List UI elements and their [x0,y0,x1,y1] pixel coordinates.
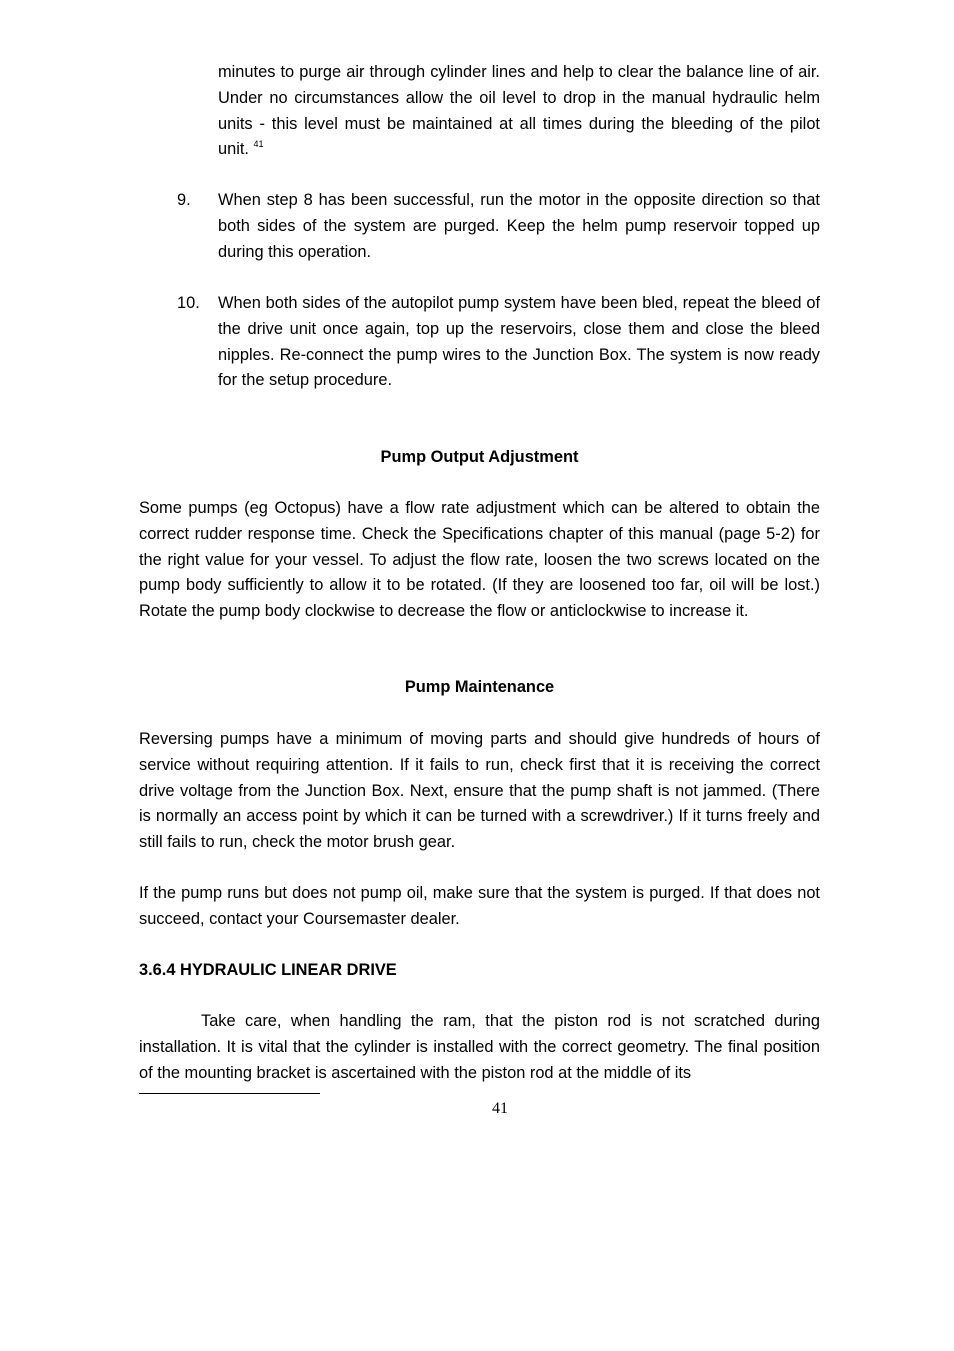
pump-maintenance-paragraph-1: Reversing pumps have a minimum of moving parts and should give hundreds of hours of service without requiring attention. If it fails to run, check first that it is receiving the correct drive voltage from the Junction Box. Next, ensure that the pump shaft is not jammed. (There is normally an access point by which it can be turned with a screwdriver.) If it turns freely and still fails to run, check the motor brush gear. [139,730,820,852]
pump-maintenance-heading: Pump Maintenance [404,678,555,696]
step-10-number: 10. [177,294,200,312]
pump-output-heading: Pump Output Adjustment [380,448,579,466]
footnote-separator [139,1093,320,1094]
page-number: 41 [492,1100,508,1117]
pump-output-paragraph: Some pumps (eg Octopus) have a flow rate adjustment which can be altered to obtain the correct rudder response time. Check the Specifications chapter of this manual (page 5-2) for the right value for your vessel. To adjust the flow rate, loosen the two screws located on the pump body sufficiently to allow it to be rotated. (If they are loosened too far, oil will be lost.) Rotate the pump body clockwise to decrease the flow or anticlockwise to increase it. [139,499,820,621]
pump-maintenance-paragraph-2: If the pump runs but does not pump oil, make sure that the system is purged. If that does not succeed, contact your Coursemaster dealer. [139,884,820,928]
linear-drive-heading: 3.6.4 HYDRAULIC LINEAR DRIVE [139,961,397,979]
continued-paragraph-text: minutes to purge air through cylinder lines and help to clear the balance line of air. Under no circumstances allow the oil level to drop in the manual hydraulic helm units - this level must be maintained at all times during the bleeding of the pilot unit. [218,63,820,159]
footnote-reference: 41 [253,139,264,150]
step-9-text: When step 8 has been successful, run the motor in the opposite direction so that both sides of the system are purged. Keep the helm pump reservoir topped up during this operation. [218,191,820,261]
continued-paragraph [218,60,820,163]
linear-drive-paragraph: Take care, when handling the ram, that the piston rod is not scratched during installation. It is vital that the cylinder is installed with the correct geometry. The final position of the mounting bracket is ascertained with the piston rod at the middle of its [139,1012,820,1082]
step-9-number: 9. [177,191,191,209]
step-10-text: When both sides of the autopilot pump system have been bled, repeat the bleed of the drive unit once again, top up the reservoirs, close them and close the bleed nipples. Re-connect the pump wires to the Junction Box. The system is now ready for the setup procedure. [218,294,820,390]
